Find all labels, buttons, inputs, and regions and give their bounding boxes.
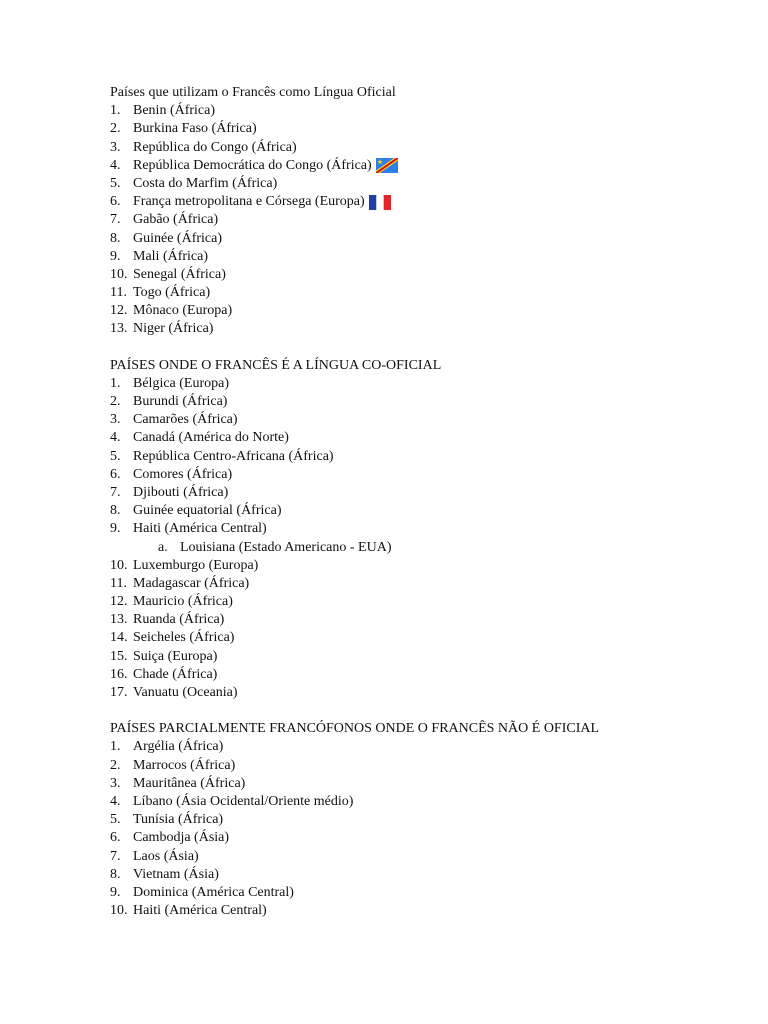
list-item	[110, 120, 730, 138]
list-number: 9.	[110, 521, 121, 537]
list-number: 1.	[110, 375, 121, 391]
list-text: Djibouti (África)	[133, 484, 229, 500]
list-item	[110, 375, 730, 393]
list-text: Comores (África)	[133, 466, 233, 482]
list-text: Benin (África)	[133, 103, 216, 119]
list-number: 7.	[110, 212, 121, 228]
list-item	[110, 320, 730, 338]
list-item	[110, 757, 730, 775]
list-item	[110, 775, 730, 793]
list-number: 14.	[110, 630, 128, 646]
list-text: Luxemburgo (Europa)	[133, 557, 259, 573]
france-flag-icon	[369, 195, 391, 210]
list-item	[110, 848, 730, 866]
list-number: 16.	[110, 666, 128, 682]
list-item	[110, 466, 730, 484]
list-number: 13.	[110, 612, 128, 628]
list-text: Burkina Faso (África)	[133, 121, 257, 137]
list-item	[110, 302, 730, 320]
list-item	[110, 866, 730, 884]
sub-list-item	[110, 539, 730, 557]
list-number: 7.	[110, 484, 121, 500]
list-item	[110, 611, 730, 629]
list-item	[110, 448, 730, 466]
list-text: Mauritânea (África)	[133, 775, 246, 791]
list-item	[110, 266, 730, 284]
list-number: 12.	[110, 303, 128, 319]
section-3	[110, 720, 730, 920]
list-text: Vietnam (Ásia)	[133, 866, 219, 882]
list-number: 9.	[110, 248, 121, 264]
list-text: República Centro-Africana (África)	[133, 448, 334, 464]
list-number: 15.	[110, 648, 128, 664]
list-number: 8.	[110, 503, 121, 519]
drc-flag-icon	[376, 158, 398, 173]
list-item	[110, 629, 730, 647]
list-item	[110, 484, 730, 502]
list-item	[110, 230, 730, 248]
list-item	[110, 738, 730, 756]
list-text: Laos (Ásia)	[133, 848, 199, 864]
list-text: Canadá (América do Norte)	[133, 430, 289, 446]
list-text: Dominica (América Central)	[133, 884, 294, 900]
list-text: Mauricio (África)	[133, 594, 233, 610]
list-text: Costa do Marfim (África)	[133, 175, 278, 191]
list-text: Chade (África)	[133, 666, 218, 682]
list-text: Ruanda (África)	[133, 612, 225, 628]
list-text: Mônaco (Europa)	[133, 303, 233, 319]
list-text: República Democrática do Congo (África)	[133, 157, 372, 173]
list-number: 11.	[110, 285, 127, 301]
list-number: 4.	[110, 157, 121, 173]
list-number: 10.	[110, 557, 128, 573]
section-heading: Países que utilizam o Francês como Língua Oficial	[110, 85, 396, 100]
list-text: Cambodja (Ásia)	[133, 830, 230, 846]
list-text: Burundi (África)	[133, 394, 228, 409]
list-number: 3.	[110, 139, 121, 155]
list-number: 1.	[110, 739, 121, 755]
list-item	[110, 593, 730, 611]
list-item	[110, 793, 730, 811]
list-item	[110, 393, 730, 411]
list-item	[110, 284, 730, 302]
list-number: 7.	[110, 848, 121, 864]
list-item	[110, 684, 730, 702]
list-item	[110, 157, 730, 175]
list-text: Seicheles (África)	[133, 630, 235, 646]
list-text: Argélia (África)	[133, 739, 224, 755]
list-number: 3.	[110, 775, 121, 791]
list-item	[110, 902, 730, 920]
list-item	[110, 648, 730, 666]
list-number: 10.	[110, 903, 128, 919]
list-text: Guinée (África)	[133, 230, 223, 246]
list-item	[110, 211, 730, 229]
list-item	[110, 175, 730, 193]
list-text: Vanuatu (Oceania)	[133, 685, 238, 700]
list-text: Louisiana (Estado Americano - EUA)	[180, 539, 392, 555]
list-number: 6.	[110, 194, 121, 210]
list-number: 2.	[110, 394, 121, 409]
document-page	[110, 84, 730, 938]
list-text: Senegal (África)	[133, 266, 226, 282]
section-heading: PAÍSES ONDE O FRANCÊS É A LÍNGUA CO-OFICIAL	[110, 357, 442, 373]
list-item	[110, 829, 730, 847]
section-1	[110, 84, 730, 339]
list-number: 3.	[110, 412, 121, 428]
list-text: Tunísia (África)	[133, 812, 224, 828]
list-number: 9.	[110, 884, 121, 900]
list-item	[110, 429, 730, 447]
list-number: 4.	[110, 430, 121, 446]
list-number: 5.	[110, 175, 121, 191]
list-number: 8.	[110, 230, 121, 246]
list-item	[110, 884, 730, 902]
list-number: a.	[158, 539, 168, 555]
list-text: Mali (África)	[133, 248, 209, 264]
list-number: 2.	[110, 121, 121, 137]
list-number: 2.	[110, 757, 121, 773]
list-text: Madagascar (África)	[133, 575, 250, 591]
list-number: 6.	[110, 830, 121, 846]
list-number: 12.	[110, 594, 128, 610]
list-item	[110, 139, 730, 157]
section-heading: PAÍSES PARCIALMENTE FRANCÓFONOS ONDE O FRANCÊS NÃO É OFICIAL	[110, 721, 600, 737]
list-item	[110, 811, 730, 829]
list-number: 1.	[110, 103, 121, 119]
list-number: 8.	[110, 866, 121, 882]
list-text: França metropolitana e Córsega (Europa)	[133, 194, 365, 210]
list-number: 5.	[110, 812, 121, 828]
list-text: Guinée equatorial (África)	[133, 503, 282, 519]
list-number: 6.	[110, 466, 121, 482]
list-text: Haiti (América Central)	[133, 521, 267, 537]
list-item	[110, 102, 730, 120]
list-item	[110, 666, 730, 684]
list-item	[110, 411, 730, 429]
list-number: 10.	[110, 266, 128, 282]
list-text: República do Congo (África)	[133, 139, 297, 155]
list-text: Camarões (África)	[133, 412, 238, 428]
section-2	[110, 357, 730, 703]
list-item	[110, 575, 730, 593]
list-text: Bélgica (Europa)	[133, 375, 230, 391]
list-number: 5.	[110, 448, 121, 464]
list-text: Niger (África)	[133, 321, 214, 337]
list-number: 17.	[110, 685, 128, 700]
list-text: Gabão (África)	[133, 212, 219, 228]
list-item	[110, 557, 730, 575]
list-text: Haiti (América Central)	[133, 903, 267, 919]
list-item	[110, 520, 730, 538]
list-text: Togo (África)	[133, 285, 211, 301]
list-number: 4.	[110, 793, 121, 809]
list-text: Marrocos (África)	[133, 757, 236, 773]
list-item	[110, 193, 730, 211]
list-text: Suiça (Europa)	[133, 648, 218, 664]
list-number: 13.	[110, 321, 128, 337]
list-item	[110, 502, 730, 520]
list-number: 11.	[110, 575, 127, 591]
list-item	[110, 248, 730, 266]
list-text: Líbano (Ásia Ocidental/Oriente médio)	[133, 793, 354, 809]
